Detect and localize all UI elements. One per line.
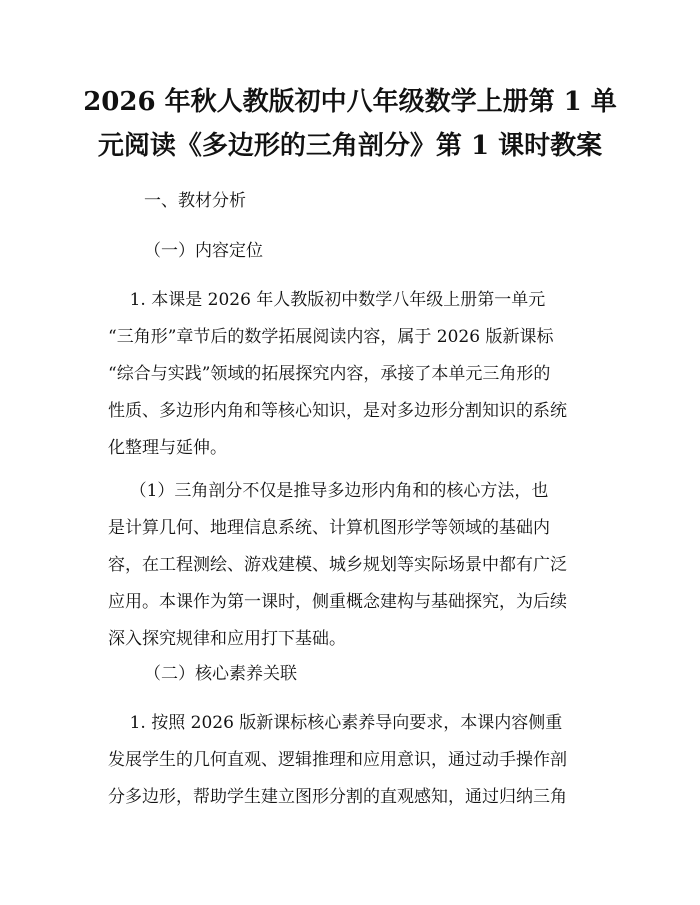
document-title-line-1: 2026 年秋人教版初中八年级数学上册第 1 单 <box>83 87 617 117</box>
paragraph-line: 性质、多边形内角和等核心知识，是对多边形分割知识的系统 <box>108 401 567 421</box>
subsection-heading-core-literacy: （二）核心素养关联 <box>144 664 297 684</box>
paragraph-line: 是计算几何、地理信息系统、计算机图形学等领域的基础内 <box>108 518 550 538</box>
paragraph-line: （1）三角剖分不仅是推导多边形内角和的核心方法，也 <box>108 481 549 501</box>
paragraph-line: “综合与实践”领域的拓展探究内容，承接了本单元三角形的 <box>108 364 551 384</box>
subsection-heading-content-positioning: （一）内容定位 <box>144 241 263 261</box>
paragraph-line: 分多边形，帮助学生建立图形分割的直观感知，通过归纳三角 <box>108 787 567 807</box>
paragraph-line: 深入探究规律和应用打下基础。 <box>108 629 346 649</box>
paragraph-line: “三角形”章节后的数学拓展阅读内容，属于 2026 版新课标 <box>108 327 554 347</box>
paragraph-line: 化整理与延伸。 <box>108 438 227 458</box>
document-title-line-2: 元阅读《多边形的三角剖分》第 1 课时教案 <box>97 131 603 161</box>
paragraph-line: 应用。本课作为第一课时，侧重概念建构与基础探究，为后续 <box>108 592 567 612</box>
paragraph-line: 1. 按照 2026 版新课标核心素养导向要求，本课内容侧重 <box>108 713 563 733</box>
paragraph-line: 容，在工程测绘、游戏建模、城乡规划等实际场景中都有广泛 <box>108 555 567 575</box>
paragraph-line: 发展学生的几何直观、逻辑推理和应用意识，通过动手操作剖 <box>108 750 567 770</box>
paragraph-line: 1. 本课是 2026 年人教版初中数学八年级上册第一单元 <box>108 290 546 310</box>
section-heading-teaching-material-analysis: 一、教材分析 <box>144 191 246 211</box>
